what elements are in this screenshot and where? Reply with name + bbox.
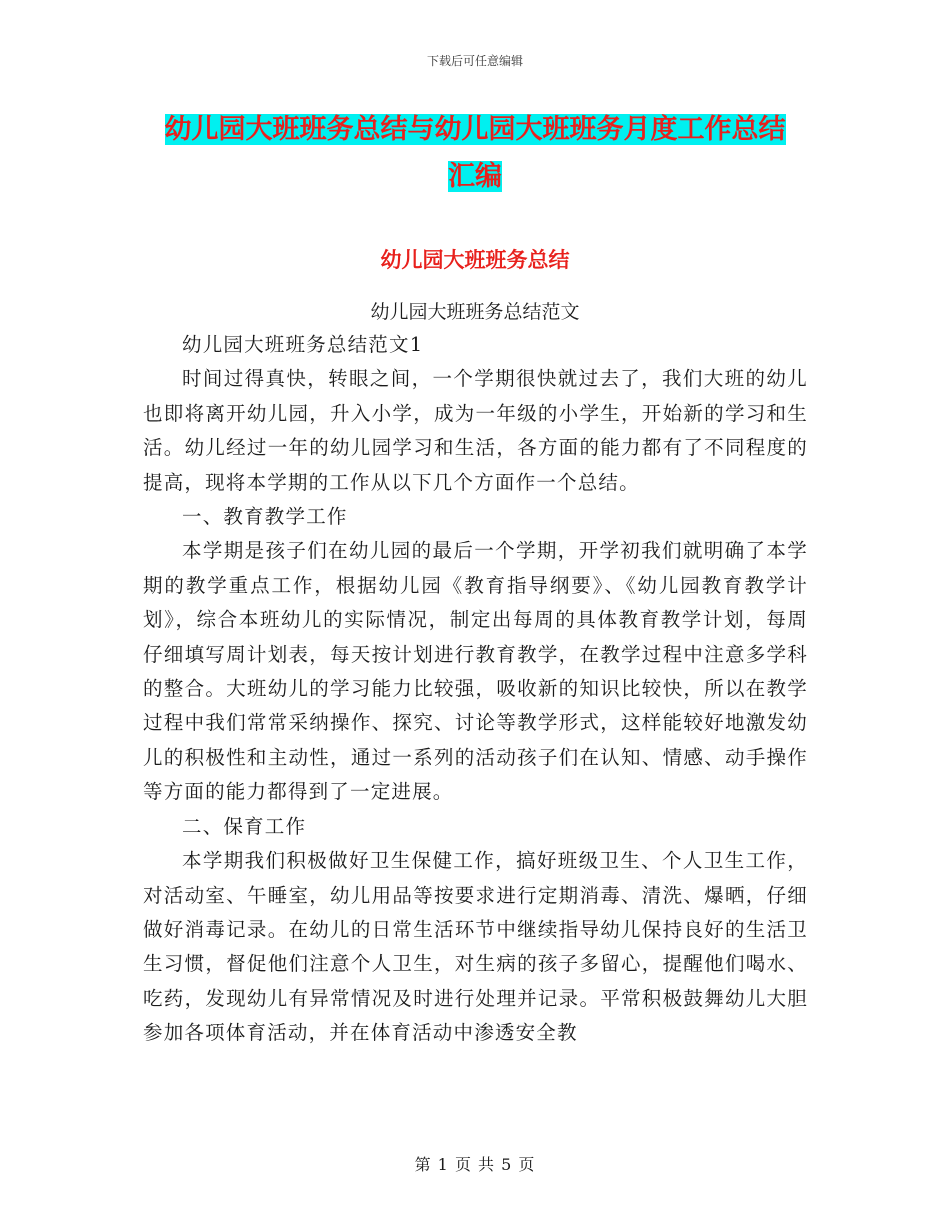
section-title: 幼儿园大班班务总结 xyxy=(380,248,570,272)
paragraph: 本学期是孩子们在幼儿园的最后一个学期，开学初我们就明确了本学期的教学重点工作，根据幼儿园《教育指导纲要》、《幼儿园教育教学计划》，综合本班幼儿的实际情况，制定出每周的具体教育教学计划，每周仔细填写周计划表，每天按计划进行教育教学，在教学过程中注意多学科的整合。大班幼儿的学习能力比较强，吸收新的知识比较快，所以在教学过程中我们常常采纳操作、探究、讨论等教学形式，这样能较好地激发幼儿的积极性和主动性，通过一系列的活动孩子们在认知、情感、动手操作等方面的能力都得到了一定进展。 xyxy=(143,539,808,804)
document-title-line1: 幼儿园大班班务总结与幼儿园大班班务月度工作总结 xyxy=(164,114,786,145)
body-text xyxy=(143,328,808,1051)
paragraph: 时间过得真快，转眼之间，一个学期很快就过去了，我们大班的幼儿也即将离开幼儿园，升入小学，成为一年级的小学生，开始新的学习和生活。幼儿经过一年的幼儿园学习和生活，各方面的能力都有了不同程度的提高，现将本学期的工作从以下几个方面作一个总结。 xyxy=(143,367,808,494)
paragraph-heading: 一、教育教学工作 xyxy=(182,505,348,529)
document-title xyxy=(150,106,800,200)
page-footer: 第 1 页 共 5 页 xyxy=(414,1155,536,1174)
paragraph: 本学期我们积极做好卫生保健工作，搞好班级卫生、个人卫生工作，对活动室、午睡室，幼儿用品等按要求进行定期消毒、清洗、爆晒，仔细做好消毒记录。在幼儿的日常生活环节中继续指导幼儿保持良好的生活卫生习惯，督促他们注意个人卫生，对生病的孩子多留心，提醒他们喝水、吃药，发现幼儿有异常情况及时进行处理并记录。平常积极鼓舞幼儿大胆参加各项体育活动，并在体育活动中渗透安全教 xyxy=(143,849,808,1045)
paragraph-heading: 幼儿园大班班务总结范文1 xyxy=(182,333,424,356)
document-title-line2: 汇编 xyxy=(448,161,502,192)
subtitle: 幼儿园大班班务总结范文 xyxy=(370,301,580,323)
paragraph-heading: 二、保育工作 xyxy=(182,814,307,838)
header-note: 下载后可任意编辑 xyxy=(426,54,523,68)
